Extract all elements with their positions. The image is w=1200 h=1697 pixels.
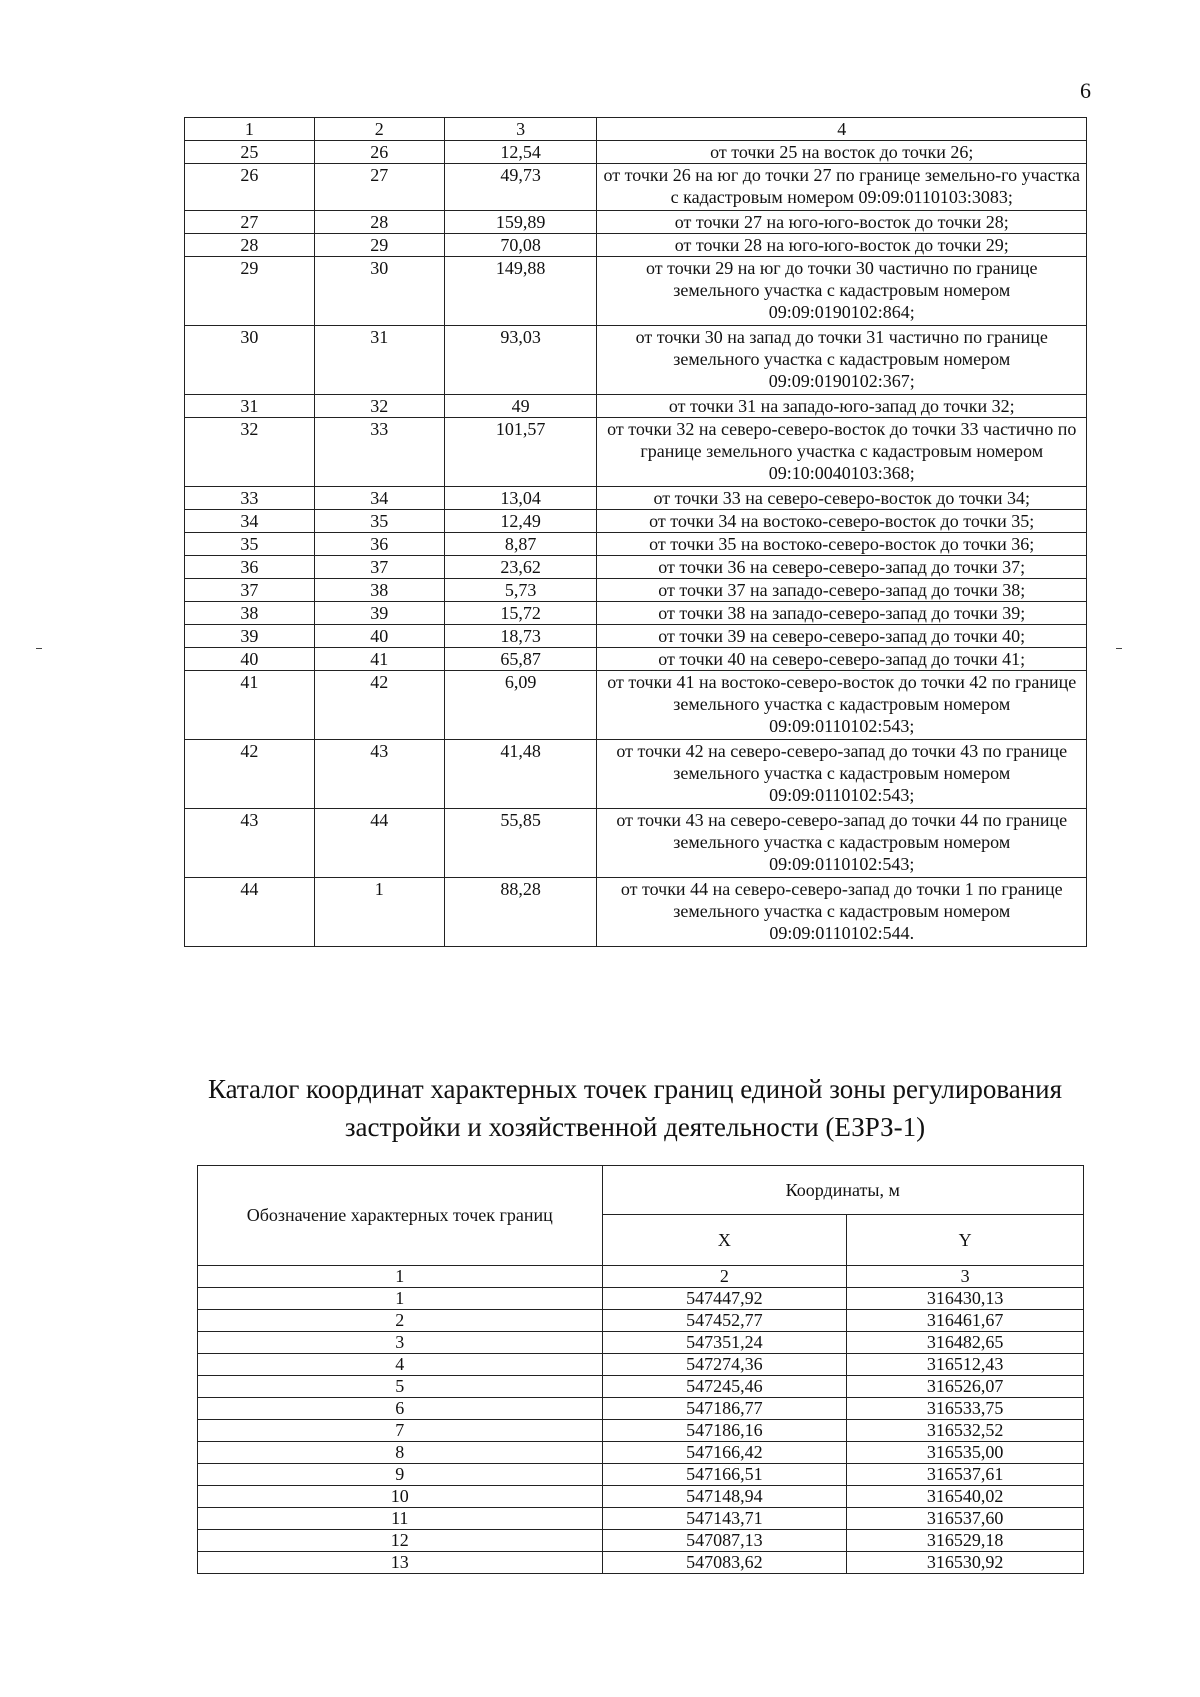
- segment-length: 149,88: [444, 257, 597, 326]
- segment-length: 23,62: [444, 556, 597, 579]
- x-header: X: [602, 1215, 847, 1266]
- table-row: [198, 1310, 1084, 1332]
- table-row: [185, 809, 1087, 878]
- scan-mark-right: [1116, 648, 1122, 649]
- from-point: 41: [185, 671, 315, 740]
- segment-description: от точки 44 на северо-северо-запад до точки 1 по границе земельного участка с кадастровым номером 09:09:0110102:544.: [597, 878, 1087, 947]
- segment-length: 65,87: [444, 648, 597, 671]
- table-row: [185, 257, 1087, 326]
- point-designation-header: Обозначение характерных точек границ: [198, 1166, 603, 1266]
- segment-length: 55,85: [444, 809, 597, 878]
- table-header-row: [185, 118, 1087, 141]
- y-coordinate: 316526,07: [847, 1376, 1084, 1398]
- table-row: [185, 533, 1087, 556]
- segment-length: 49,73: [444, 164, 597, 211]
- catalog-title-line: Каталог координат характерных точек границ единой зоны регулирования: [207, 1074, 1063, 1104]
- x-coordinate: 547087,13: [602, 1530, 847, 1552]
- segment-description: от точки 32 на северо-северо-восток до точки 33 частично по границе земельного участка с кадастровым номером 09:10:0040103:368;: [597, 418, 1087, 487]
- to-point: 29: [314, 234, 444, 257]
- y-coordinate: 316540,02: [847, 1486, 1084, 1508]
- table-row: [185, 671, 1087, 740]
- to-point: 40: [314, 625, 444, 648]
- point-designation: 3: [198, 1332, 603, 1354]
- to-point: 38: [314, 579, 444, 602]
- y-coordinate: 316529,18: [847, 1530, 1084, 1552]
- table-row: [198, 1442, 1084, 1464]
- table-row: [185, 740, 1087, 809]
- table-header-row: [198, 1166, 1084, 1215]
- y-coordinate: 316512,43: [847, 1354, 1084, 1376]
- table-row: [185, 234, 1087, 257]
- to-point: 43: [314, 740, 444, 809]
- to-point: 1: [314, 878, 444, 947]
- from-point: 31: [185, 395, 315, 418]
- to-point: 37: [314, 556, 444, 579]
- table-row: [185, 602, 1087, 625]
- segment-length: 159,89: [444, 211, 597, 234]
- x-coordinate: 547083,62: [602, 1552, 847, 1574]
- column-number: 1: [198, 1266, 603, 1288]
- to-point: 42: [314, 671, 444, 740]
- segment-length: 13,04: [444, 487, 597, 510]
- to-point: 36: [314, 533, 444, 556]
- y-header: Y: [847, 1215, 1084, 1266]
- segment-length: 49: [444, 395, 597, 418]
- segment-length: 101,57: [444, 418, 597, 487]
- table-row: [198, 1332, 1084, 1354]
- segment-description: от точки 28 на юго-юго-восток до точки 29;: [597, 234, 1087, 257]
- point-designation: 11: [198, 1508, 603, 1530]
- from-point: 37: [185, 579, 315, 602]
- y-coordinate: 316537,61: [847, 1464, 1084, 1486]
- column-number: 4: [597, 118, 1087, 141]
- to-point: 27: [314, 164, 444, 211]
- point-designation: 7: [198, 1420, 603, 1442]
- to-point: 39: [314, 602, 444, 625]
- table-row: [185, 878, 1087, 947]
- y-coordinate: 316537,60: [847, 1508, 1084, 1530]
- segment-length: 15,72: [444, 602, 597, 625]
- segment-length: 93,03: [444, 326, 597, 395]
- table-row: [198, 1376, 1084, 1398]
- column-number: 1: [185, 118, 315, 141]
- y-coordinate: 316535,00: [847, 1442, 1084, 1464]
- table-row: [185, 164, 1087, 211]
- from-point: 33: [185, 487, 315, 510]
- segment-description: от точки 30 на запад до точки 31 частично по границе земельного участка с кадастровым номером 09:09:0190102:367;: [597, 326, 1087, 395]
- table-row: [198, 1398, 1084, 1420]
- segment-description: от точки 26 на юг до точки 27 по границе земельно-го участка с кадастровым номером 09:09:0110103:3083;: [597, 164, 1087, 211]
- catalog-title: [150, 1070, 1120, 1146]
- x-coordinate: 547447,92: [602, 1288, 847, 1310]
- segment-description: от точки 43 на северо-северо-запад до точки 44 по границе земельного участка с кадастровым номером 09:09:0110102:543;: [597, 809, 1087, 878]
- segment-description: от точки 27 на юго-юго-восток до точки 28;: [597, 211, 1087, 234]
- column-number: 2: [314, 118, 444, 141]
- segment-length: 6,09: [444, 671, 597, 740]
- segment-description: от точки 40 на северо-северо-запад до точки 41;: [597, 648, 1087, 671]
- from-point: 30: [185, 326, 315, 395]
- table-row: [198, 1552, 1084, 1574]
- from-point: 29: [185, 257, 315, 326]
- segment-description: от точки 31 на западо-юго-запад до точки 32;: [597, 395, 1087, 418]
- table-row: [185, 510, 1087, 533]
- column-number-row: [198, 1266, 1084, 1288]
- table-row: [185, 418, 1087, 487]
- from-point: 32: [185, 418, 315, 487]
- point-designation: 8: [198, 1442, 603, 1464]
- segment-length: 5,73: [444, 579, 597, 602]
- point-designation: 4: [198, 1354, 603, 1376]
- to-point: 35: [314, 510, 444, 533]
- from-point: 43: [185, 809, 315, 878]
- to-point: 32: [314, 395, 444, 418]
- x-coordinate: 547166,42: [602, 1442, 847, 1464]
- to-point: 30: [314, 257, 444, 326]
- segment-description: от точки 29 на юг до точки 30 частично по границе земельного участка с кадастровым номером 09:09:0190102:864;: [597, 257, 1087, 326]
- table-row: [185, 625, 1087, 648]
- y-coordinate: 316430,13: [847, 1288, 1084, 1310]
- from-point: 42: [185, 740, 315, 809]
- segment-description: от точки 33 на северо-северо-восток до точки 34;: [597, 487, 1087, 510]
- boundary-segments-table: [184, 117, 1087, 947]
- x-coordinate: 547186,77: [602, 1398, 847, 1420]
- x-coordinate: 547166,51: [602, 1464, 847, 1486]
- catalog-title-line: застройки и хозяйственной деятельности (ЕЗРЗ-1): [344, 1112, 926, 1142]
- x-coordinate: 547148,94: [602, 1486, 847, 1508]
- table-row: [198, 1530, 1084, 1552]
- coordinates-table: [197, 1165, 1084, 1574]
- table-row: [198, 1464, 1084, 1486]
- segment-description: от точки 38 на западо-северо-запад до точки 39;: [597, 602, 1087, 625]
- segment-description: от точки 37 на западо-северо-запад до точки 38;: [597, 579, 1087, 602]
- point-designation: 5: [198, 1376, 603, 1398]
- column-number: 2: [602, 1266, 847, 1288]
- point-designation: 2: [198, 1310, 603, 1332]
- segment-length: 70,08: [444, 234, 597, 257]
- from-point: 38: [185, 602, 315, 625]
- table-row: [185, 648, 1087, 671]
- table-row: [198, 1486, 1084, 1508]
- from-point: 36: [185, 556, 315, 579]
- y-coordinate: 316461,67: [847, 1310, 1084, 1332]
- table-row: [185, 579, 1087, 602]
- scan-mark-left: [36, 648, 42, 649]
- y-coordinate: 316482,65: [847, 1332, 1084, 1354]
- point-designation: 9: [198, 1464, 603, 1486]
- segment-length: 8,87: [444, 533, 597, 556]
- segment-description: от точки 35 на востоко-северо-восток до точки 36;: [597, 533, 1087, 556]
- segment-length: 88,28: [444, 878, 597, 947]
- from-point: 34: [185, 510, 315, 533]
- from-point: 26: [185, 164, 315, 211]
- y-coordinate: 316533,75: [847, 1398, 1084, 1420]
- point-designation: 1: [198, 1288, 603, 1310]
- segment-description: от точки 41 на востоко-северо-восток до точки 42 по границе земельного участка с кадастровым номером 09:09:0110102:543;: [597, 671, 1087, 740]
- segment-length: 41,48: [444, 740, 597, 809]
- column-number: 3: [847, 1266, 1084, 1288]
- table-row: [198, 1288, 1084, 1310]
- to-point: 44: [314, 809, 444, 878]
- from-point: 44: [185, 878, 315, 947]
- page-number: 6: [1080, 78, 1091, 103]
- x-coordinate: 547143,71: [602, 1508, 847, 1530]
- segment-description: от точки 34 на востоко-северо-восток до точки 35;: [597, 510, 1087, 533]
- table-row: [198, 1420, 1084, 1442]
- table-row: [185, 141, 1087, 164]
- x-coordinate: 547274,36: [602, 1354, 847, 1376]
- segment-length: 12,49: [444, 510, 597, 533]
- to-point: 33: [314, 418, 444, 487]
- table-row: [185, 395, 1087, 418]
- segment-description: от точки 39 на северо-северо-запад до точки 40;: [597, 625, 1087, 648]
- y-coordinate: 316532,52: [847, 1420, 1084, 1442]
- from-point: 25: [185, 141, 315, 164]
- from-point: 28: [185, 234, 315, 257]
- x-coordinate: 547452,77: [602, 1310, 847, 1332]
- to-point: 34: [314, 487, 444, 510]
- from-point: 39: [185, 625, 315, 648]
- to-point: 26: [314, 141, 444, 164]
- x-coordinate: 547245,46: [602, 1376, 847, 1398]
- to-point: 28: [314, 211, 444, 234]
- to-point: 41: [314, 648, 444, 671]
- table-row: [185, 211, 1087, 234]
- segment-description: от точки 42 на северо-северо-запад до точки 43 по границе земельного участка с кадастровым номером 09:09:0110102:543;: [597, 740, 1087, 809]
- from-point: 40: [185, 648, 315, 671]
- y-coordinate: 316530,92: [847, 1552, 1084, 1574]
- table-row: [198, 1354, 1084, 1376]
- point-designation: 12: [198, 1530, 603, 1552]
- column-number: 3: [444, 118, 597, 141]
- table-row: [185, 487, 1087, 510]
- to-point: 31: [314, 326, 444, 395]
- point-designation: 6: [198, 1398, 603, 1420]
- from-point: 27: [185, 211, 315, 234]
- segment-length: 18,73: [444, 625, 597, 648]
- x-coordinate: 547351,24: [602, 1332, 847, 1354]
- point-designation: 13: [198, 1552, 603, 1574]
- table-row: [185, 326, 1087, 395]
- table-row: [198, 1508, 1084, 1530]
- segment-description: от точки 36 на северо-северо-запад до точки 37;: [597, 556, 1087, 579]
- table-row: [185, 556, 1087, 579]
- x-coordinate: 547186,16: [602, 1420, 847, 1442]
- point-designation: 10: [198, 1486, 603, 1508]
- coordinates-header: Координаты, м: [602, 1166, 1083, 1215]
- segment-length: 12,54: [444, 141, 597, 164]
- segment-description: от точки 25 на восток до точки 26;: [597, 141, 1087, 164]
- from-point: 35: [185, 533, 315, 556]
